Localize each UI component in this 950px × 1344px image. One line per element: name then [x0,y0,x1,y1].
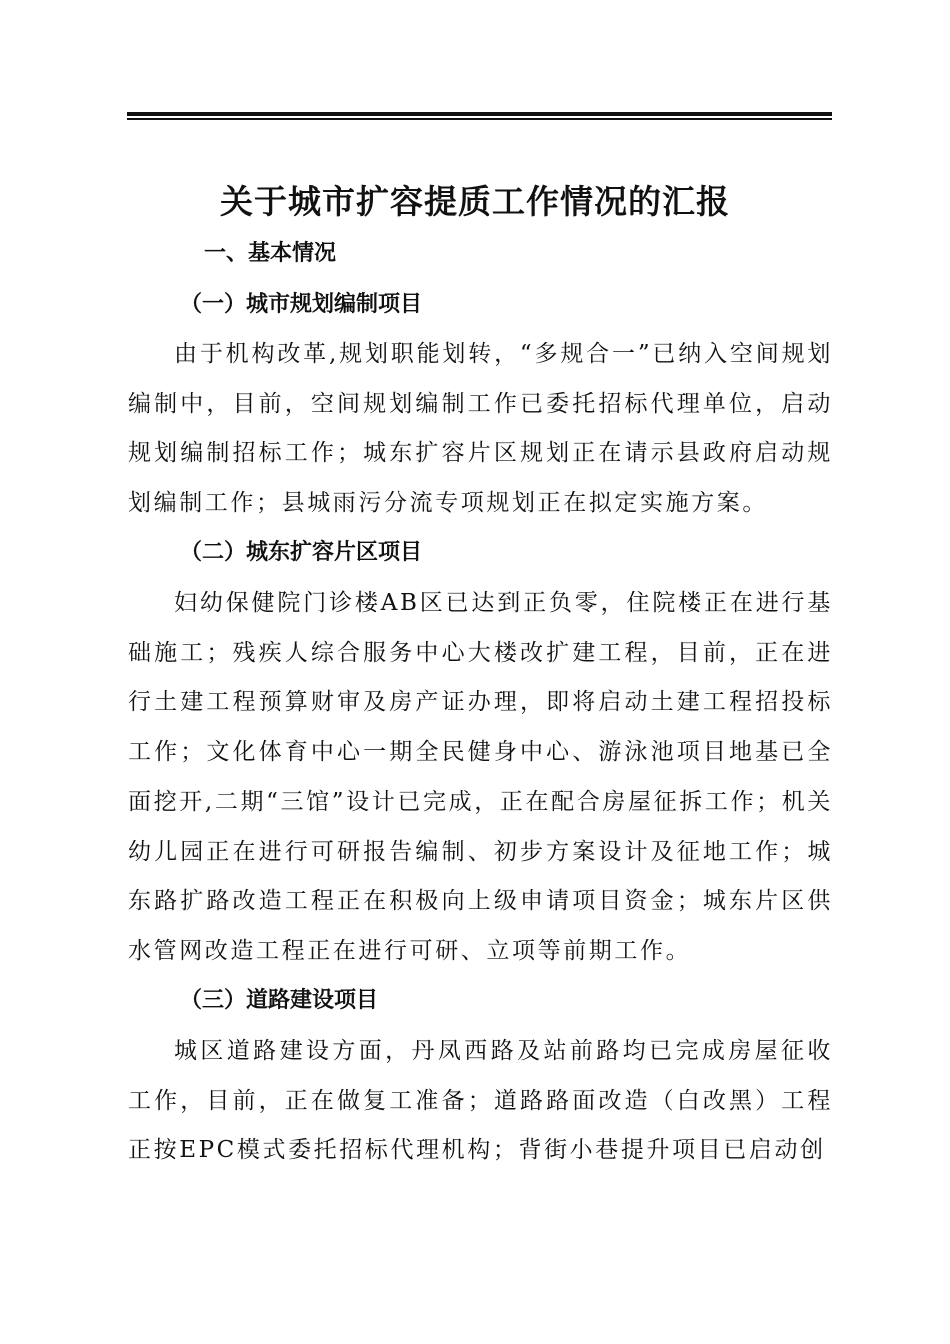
paragraph-east-expansion: 妇幼保健院门诊楼AB区已达到正负零，住院楼正在进行基础施工；残疾人综合服务中心大楼改扩建工程，目前，正在进行土建工程预算财审及房产证办理，即将启动土建工程招投标工作；文化体育中心一期全民健身中心、游泳池项目地基已全面挖开,二期“三馆”设计已完成，正在配合房屋征拆工作；机关幼儿园正在进行可研报告编制、初步方案设计及征地工作；城东路扩路改造工程正在积极向上级申请项目资金；城东片区供水管网改造工程正在进行可研、立项等前期工作。 [128,590,833,964]
document-title: 关于城市扩容提质工作情况的汇报 [220,182,730,221]
header-rule-thick [127,112,832,116]
header-rule-thin [127,118,832,120]
subsection-heading-road-construction: （三）道路建设项目 [180,987,379,1013]
paragraph-road-construction: 城区道路建设方面，丹凤西路及站前路均已完成房屋征收工作，目前，正在做复工准备；道路路面改造（白改黑）工程正按EPC模式委托招标代理机构；背街小巷提升项目已启动创 [128,1038,833,1164]
subsection-heading-east-expansion: （二）城东扩容片区项目 [180,539,423,565]
subsection-heading-urban-planning: （一）城市规划编制项目 [180,291,423,317]
section-heading-basic-situation: 一、基本情况 [204,241,337,266]
paragraph-urban-planning: 由于机构改革,规划职能划转，“多规合一”已纳入空间规划编制中，目前，空间规划编制工作已委托招标代理单位，启动规划编制招标工作；城东扩容片区规划正在请示县政府启动规划编制工作；县城雨污分流专项规划正在拟定实施方案。 [128,341,833,517]
